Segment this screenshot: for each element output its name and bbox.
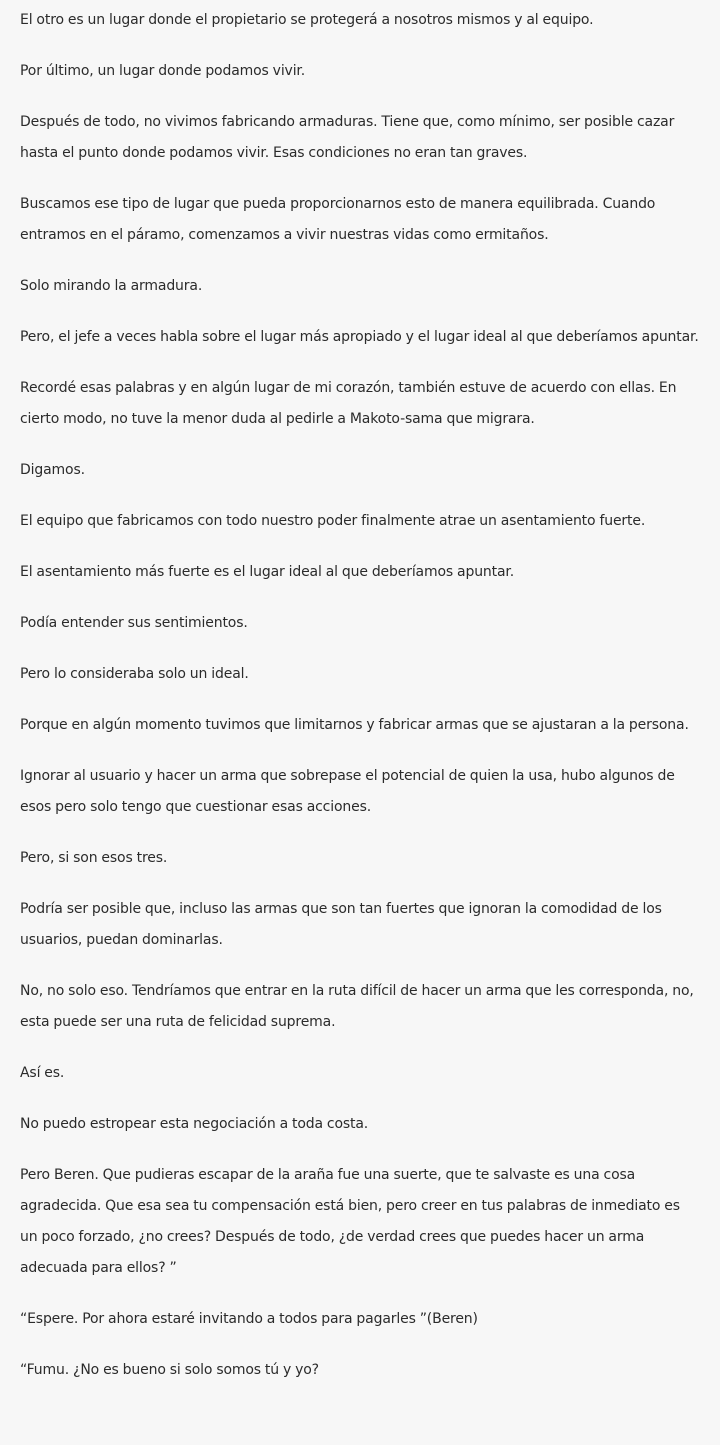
paragraph: Podría ser posible que, incluso las armas que son tan fuertes que ignoran la comodidad de los usuarios, puedan dominarlas. — [20, 901, 662, 948]
paragraph: Solo mirando la armadura. — [20, 278, 203, 294]
paragraph: El asentamiento más fuerte es el lugar ideal al que deberíamos apuntar. — [20, 564, 515, 580]
paragraph: No, no solo eso. Tendríamos que entrar en la ruta difícil de hacer un arma que les corresponda, no, esta puede ser una ruta de felicidad suprema. — [20, 983, 694, 1030]
paragraph: Porque en algún momento tuvimos que limitarnos y fabricar armas que se ajustaran a la persona. — [20, 717, 689, 733]
paragraph: El otro es un lugar donde el propietario se protegerá a nosotros mismos y al equipo. — [20, 12, 594, 28]
paragraph: Por último, un lugar donde podamos vivir. — [20, 63, 306, 79]
paragraph: Ignorar al usuario y hacer un arma que sobrepase el potencial de quien la usa, hubo algunos de esos pero solo tengo que cuestionar esas acciones. — [20, 768, 675, 815]
paragraph: No puedo estropear esta negociación a toda costa. — [20, 1116, 369, 1132]
paragraph: Pero lo consideraba solo un ideal. — [20, 666, 249, 682]
paragraph: Recordé esas palabras y en algún lugar de mi corazón, también estuve de acuerdo con ellas. En cierto modo, no tuve la menor duda al pedirle a Makoto-sama que migrara. — [20, 380, 677, 427]
paragraph: Digamos. — [20, 462, 85, 478]
paragraph: Pero, el jefe a veces habla sobre el lugar más apropiado y el lugar ideal al que deberíamos apuntar. — [20, 329, 699, 345]
paragraph: Podía entender sus sentimientos. — [20, 615, 248, 631]
paragraph: Pero, si son esos tres. — [20, 850, 168, 866]
paragraph: “Espere. Por ahora estaré invitando a todos para pagarles ”(Beren) — [20, 1311, 478, 1327]
paragraph: Después de todo, no vivimos fabricando armaduras. Tiene que, como mínimo, ser posible cazar hasta el punto donde podamos vivir. Esas condiciones no eran tan graves. — [20, 114, 675, 161]
paragraph: El equipo que fabricamos con todo nuestro poder finalmente atrae un asentamiento fuerte. — [20, 513, 646, 529]
paragraph: Buscamos ese tipo de lugar que pueda proporcionarnos esto de manera equilibrada. Cuando entramos en el páramo, comenzamos a vivir nuestras vidas como ermitaños. — [20, 196, 656, 243]
paragraph: “Fumu. ¿No es bueno si solo somos tú y yo? — [20, 1362, 319, 1378]
paragraph: Así es. — [20, 1065, 65, 1081]
paragraph: Pero Beren. Que pudieras escapar de la araña fue una suerte, que te salvaste es una cosa agradecida. Que esa sea tu compensación está bien, pero creer en tus palabras de inmediato es un poco forzado, ¿no crees? Después de todo, ¿de verdad crees que puedes hacer un arma adecuada para ellos? ” — [20, 1167, 680, 1276]
